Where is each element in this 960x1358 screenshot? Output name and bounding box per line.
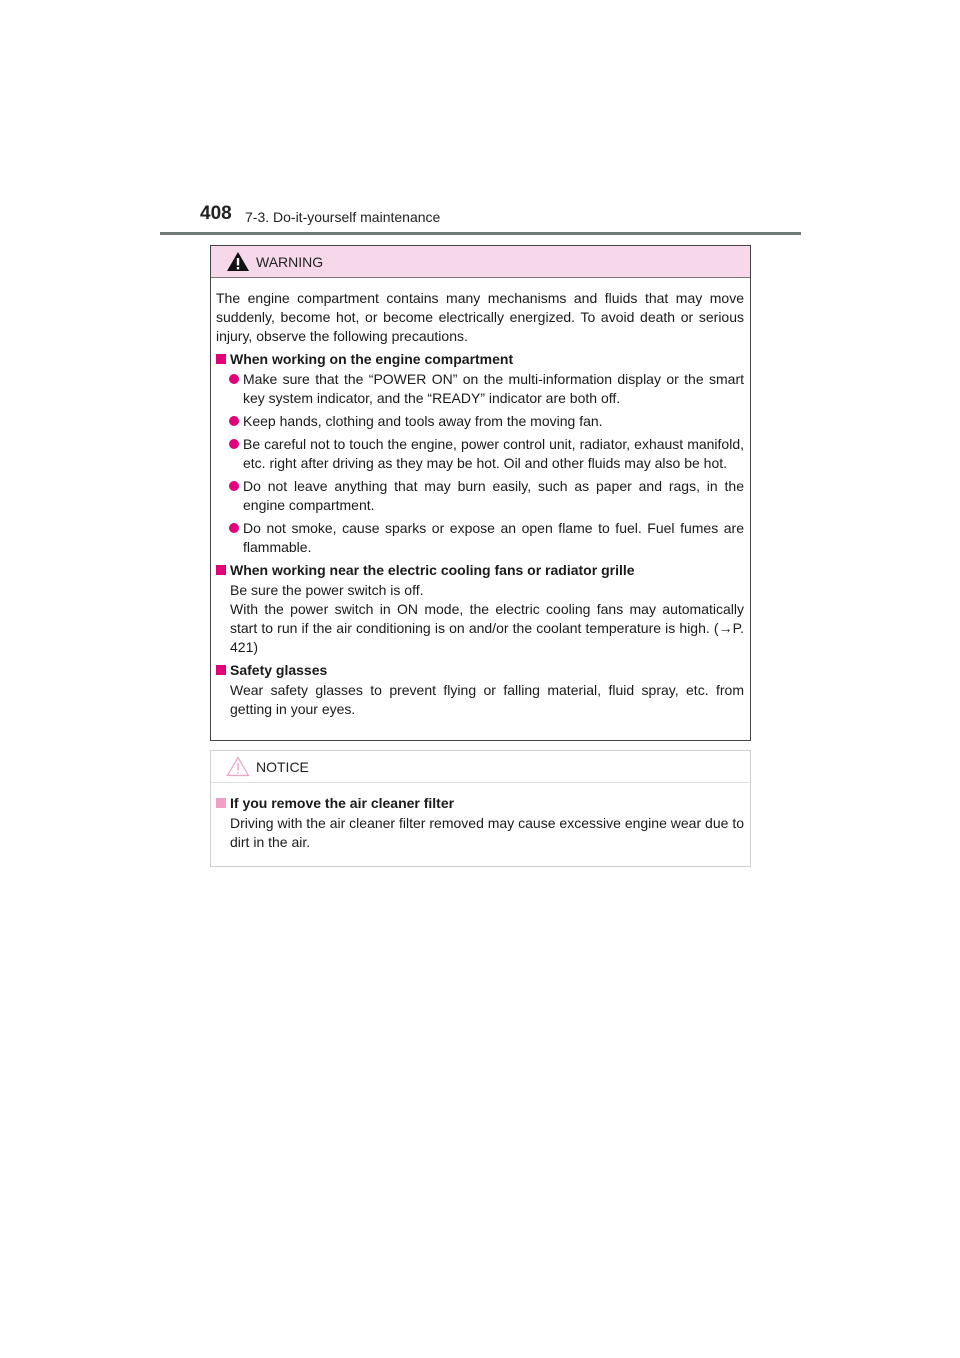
warning-triangle-icon [226,251,250,272]
paragraph [216,814,744,852]
paragraph-line: Be sure the power switch is off. [230,582,424,598]
notice-body [216,794,744,856]
heading-text: When working near the electric cooling fans or radiator grille [230,562,635,578]
list-item [216,435,744,473]
list-item [216,412,744,431]
paragraph [216,681,744,719]
circle-bullet-icon [229,416,239,426]
list-item [216,519,744,557]
warning-header [211,246,750,278]
list-item-text: Do not leave anything that may burn easily, such as paper and rags, in the engine compartment. [243,478,744,513]
list-item [216,477,744,515]
paragraph-text: Wear safety glasses to prevent flying or falling material, fluid spray, etc. from getting in your eyes. [230,682,744,717]
page-number: 408 [200,203,232,224]
heading-text: When working on the engine compartment [230,351,514,367]
warning-body [216,289,744,723]
square-bullet-icon [216,665,226,675]
warning-section-heading [216,350,744,369]
section-title: 7-3. Do-it-yourself maintenance [245,209,441,225]
list-item-text: Do not smoke, cause sparks or expose an open flame to fuel. Fuel fumes are flammable. [243,520,744,555]
circle-bullet-icon [229,439,239,449]
circle-bullet-icon [229,481,239,491]
list-item-text: Make sure that the “POWER ON” on the multi-information display or the smart key system indicator, and the “READY” indicator are both off. [243,371,744,406]
list-item [216,370,744,408]
notice-title: NOTICE [256,759,309,775]
paragraph-line: With the power switch in ON mode, the electric cooling fans may automatically start to run if the air conditioning is on and/or the coolant temperature is high. (→P. 421) [230,601,744,655]
square-bullet-icon [216,354,226,364]
warning-section-heading [216,561,744,580]
header-divider [160,232,801,235]
notice-triangle-icon [226,756,250,777]
warning-title: WARNING [256,254,324,270]
notice-section-heading [216,794,744,813]
list-item-text: Keep hands, clothing and tools away from the moving fan. [243,413,603,429]
paragraph [216,581,744,600]
heading-text: Safety glasses [230,662,328,678]
paragraph-text: Driving with the air cleaner filter removed may cause excessive engine wear due to dirt in the air. [230,815,744,850]
circle-bullet-icon [229,523,239,533]
warning-box [210,245,751,741]
notice-box [210,750,751,867]
warning-intro: The engine compartment contains many mechanisms and fluids that may move suddenly, become hot, or become electrically energized. To avoid death or serious injury, observe the following precautions. [216,290,744,344]
square-bullet-icon [216,565,226,575]
notice-header [211,751,750,783]
heading-text: If you remove the air cleaner filter [230,795,455,811]
paragraph [216,600,744,657]
warning-section-heading [216,661,744,680]
circle-bullet-icon [229,374,239,384]
square-bullet-icon [216,798,226,808]
list-item-text: Be careful not to touch the engine, power control unit, radiator, exhaust manifold, etc. right after driving as they may be hot. Oil and other fluids may also be hot. [243,436,744,471]
page-header [200,203,800,233]
